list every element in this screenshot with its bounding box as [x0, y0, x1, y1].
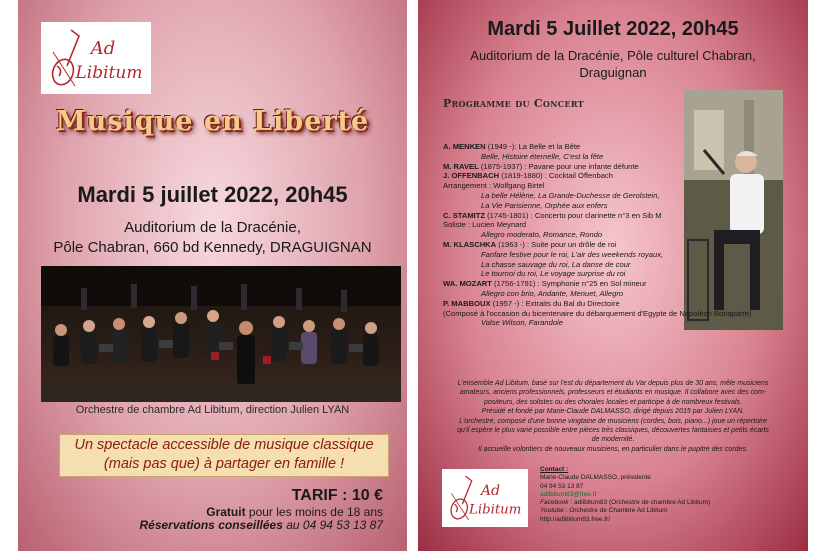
cello-logo-icon — [41, 22, 151, 94]
right-program-page — [418, 0, 808, 551]
logo-small-text-libitum: Libitum — [469, 502, 522, 518]
composer-name: J. OFFENBACH — [443, 171, 500, 181]
free-under-18 — [206, 505, 383, 519]
contact-label: Contact : — [540, 466, 569, 473]
program-line — [443, 240, 803, 250]
program-line — [443, 279, 803, 289]
facebook-label: Facebook — [540, 499, 569, 507]
program-line: Allegro con brio, Andante, Menuet, Allegro — [481, 288, 624, 298]
work-title: (1756-1791) : Symphonie n°25 en Sol mineur — [491, 279, 647, 289]
contact-youtube[interactable] — [540, 507, 800, 515]
description-line: positeurs, des solistes ou des chorales locales et participe à de nombreux festivals. — [484, 398, 742, 406]
program-line: Soliste : Lucien Meynard — [443, 220, 527, 230]
program-line: La Vie Parisienne, Orphée aux enfers — [481, 200, 608, 210]
contact-phone: 04 94 53 13 87 — [540, 482, 584, 490]
ad-libitum-logo-small — [442, 469, 528, 527]
program-line: Allegro moderato, Romance, Rondo — [481, 230, 603, 240]
description-line: L'orchestre, composé d'une bonne vingtaine de musiciens (cordes, bois, piano...) joue un répertoire — [459, 417, 767, 425]
program-heading: Programme du Concert — [443, 97, 584, 110]
contact-email-link[interactable]: adlibitum83@free.fr — [540, 490, 597, 498]
logo-small-text-ad: Ad — [480, 482, 501, 499]
cello-logo-icon-small — [442, 469, 528, 527]
work-title: (1957 -) : Extraits du Bal du Directoire — [490, 298, 620, 308]
program-line: Fanfare festive pour le roi, L'air des weekends royaux, — [481, 249, 664, 259]
work-title: (1963 -) : Suite pour un drôle de roi — [496, 239, 617, 249]
program-line — [443, 211, 803, 221]
work-title: (1949 -): La Belle et la Bête — [485, 142, 581, 151]
work-title: (1819-1880) : Cocktail Offenbach — [499, 171, 613, 181]
program-line: Belle, Histoire éternelle, C'est la fête — [481, 151, 604, 161]
program-line: Arrangement : Wolfgang Birtel — [443, 181, 545, 191]
venue-address — [18, 218, 407, 258]
composer-name: C. STAMITZ — [443, 210, 486, 220]
orchestra-photo — [41, 266, 401, 402]
concert-date: Mardi 5 juillet 2022, 20h45 — [77, 182, 348, 207]
program-line: La chasse sauvage du roi, La danse de cour — [481, 259, 631, 269]
program-line: Valse Wilson, Farandole — [481, 318, 563, 328]
youtube-value: : Orchestre de Chambre Ad Libitum — [563, 507, 668, 515]
composer-name: WA. MOZART — [443, 279, 492, 289]
program-venue-line-2: Draguignan — [579, 65, 647, 80]
free-label: Gratuit — [206, 505, 246, 519]
program-date: Mardi 5 Juillet 2022, 20h45 — [487, 18, 739, 40]
ad-libitum-logo — [41, 22, 151, 94]
main-title: Musique en Liberté — [55, 106, 370, 137]
youtube-label: Youtube — [540, 507, 564, 515]
venue-line-2: Pôle Chabran, 660 bd Kennedy, DRAGUIGNAN — [53, 239, 372, 256]
description-line: qu'il espère le plus varié possible entre pièces très classiques, découvertes fantaisies et petits écarts — [457, 427, 769, 435]
photo-caption: Orchestre de chambre Ad Libitum, direction Julien LYAN — [75, 404, 350, 416]
composer-name: M. RAVEL — [443, 161, 479, 171]
reservation-info — [139, 518, 383, 532]
composer-name: M. KLASCHKA — [443, 239, 497, 249]
tagline-line-2: (mais pas que) à partager en famille ! — [103, 456, 345, 472]
venue-line-1: Auditorium de la Dracénie, — [124, 219, 301, 236]
description-line: Il accueille volontiers de nouveaux musiciens, en particulier dans le pupitre des cordes. — [478, 445, 748, 453]
left-flyer-page — [18, 0, 407, 551]
description-line: amateurs, anciens professionnels, professeurs et étudiants en musique. Il collabore avec des com- — [459, 389, 767, 397]
orchestra-illustration — [41, 266, 401, 402]
tagline-box — [59, 434, 389, 477]
contact-block — [540, 466, 800, 524]
tagline-line-1: Un spectacle accessible de musique classique — [74, 437, 374, 453]
ensemble-description — [428, 379, 798, 454]
contact-website-link[interactable]: http://adlibitum83.free.fr/ — [540, 515, 611, 523]
program-line — [443, 142, 803, 152]
reservation-label: Réservations conseillées — [139, 518, 283, 532]
program-line: La belle Hélène, La Grande-Duchesse de Gerolstein, — [481, 190, 660, 200]
contact-facebook[interactable] — [540, 499, 800, 507]
description-line: Présidé et fondé par Marie-Claude DALMASSO, dirigé depuis 2015 par Julien LYAN. — [481, 408, 745, 416]
work-title: (1745-1801) : Concerto pour clarinette n°3 en Sib M — [485, 210, 662, 220]
logo-text-ad: Ad — [90, 38, 116, 59]
program-line: (Composé à l'occasion du bicentenaire du débarquement d'Egypte de Napoléon Bonaparte) — [443, 308, 752, 318]
program-venue — [418, 47, 808, 81]
program-line — [443, 171, 803, 181]
program-line — [443, 162, 803, 172]
program-list — [443, 142, 803, 328]
work-title: (1875-1937) : Pavane pour une infante défunte — [478, 161, 639, 171]
composer-name: P. MABBOUX — [443, 298, 491, 308]
description-line: de modernité. — [591, 436, 635, 444]
facebook-value: : adlibitum83 (Orchestre de chambre Ad Libitum) — [568, 499, 711, 507]
program-venue-line-1: Auditorium de la Dracénie, Pôle culturel Chabran, — [470, 48, 756, 63]
program-line — [443, 299, 803, 309]
reservation-phone: au 04 94 53 13 87 — [282, 518, 383, 532]
program-line: Le tournoi du roi, Le voyage surprise du roi — [481, 269, 626, 279]
contact-name: Marie-Claude DALMASSO, présidente — [540, 474, 651, 482]
logo-text-libitum: Libitum — [75, 63, 143, 83]
price: TARIF : 10 € — [291, 487, 383, 504]
free-condition: pour les moins de 18 ans — [245, 505, 383, 519]
composer-name: A. MENKEN — [443, 142, 486, 151]
description-line: L'ensemble Ad Libitum, basé sur l'est du département du Var depuis plus de 30 ans, mêle musiciens — [457, 380, 769, 387]
